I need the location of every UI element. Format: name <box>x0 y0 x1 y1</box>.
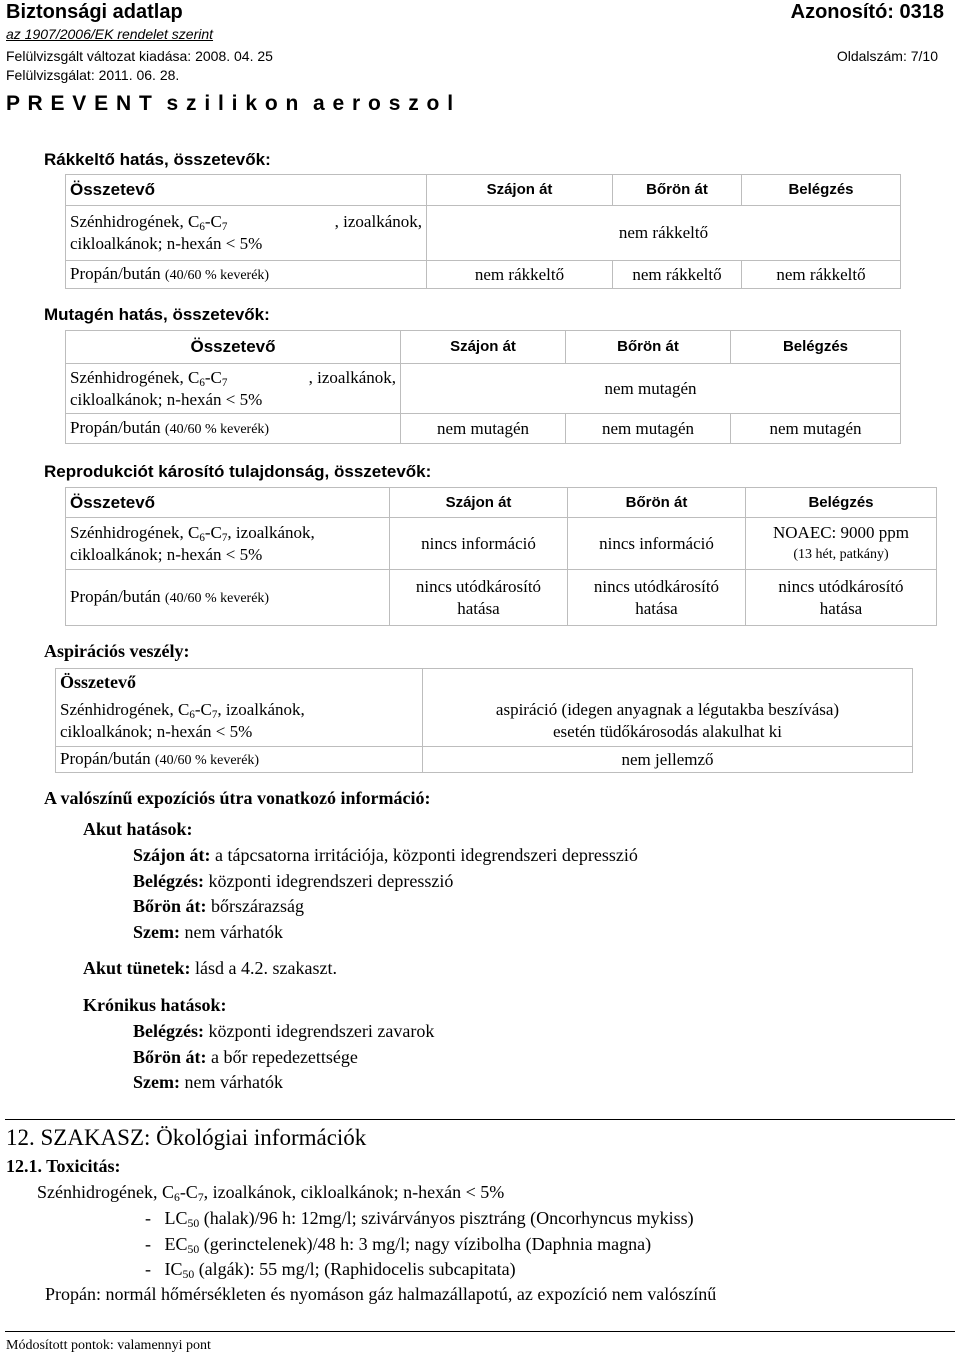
regulation-text: az 1907/2006/EK rendelet szerint <box>6 26 214 42</box>
aspiration-table <box>55 668 913 773</box>
col-header-component: Összetevő <box>66 331 401 364</box>
acute-oral: Szájon át: a tápcsatorna irritációja, központi idegrendszeri depresszió <box>133 845 638 865</box>
component-hydrocarbons: Szénhidrogének, $C_6-C_7$, izoalkánok, cikloalkánok; n-hexán < 5% <box>66 518 390 570</box>
col-header-oral: Szájon át <box>427 175 613 206</box>
carcinogenic-heading: Rákkeltő hatás, összetevők: <box>44 150 271 169</box>
component-propane: Propán/bután (40/60 % keverék) <box>66 414 401 444</box>
component-hydrocarbons: Szénhidrogének, $C_6-C_7$ , izoalkánok, cikloalkánok; n-hexán < 5% <box>66 206 427 261</box>
product-name: P R E V E N T s z i l i k o n a e r o s z o l <box>6 92 455 115</box>
col-header-component: Összetevő <box>66 488 390 518</box>
section-divider <box>5 1119 955 1120</box>
reproductive-table <box>65 487 937 626</box>
col-header-oral: Szájon át <box>401 331 566 364</box>
revision-date: Felülvizsgált változat kiadása: 2008. 04. 25 <box>6 48 273 64</box>
component-propane: Propán/bután (40/60 % keverék) <box>66 261 427 289</box>
mutagenic-table <box>65 330 901 444</box>
hydrocarbons-oral: nincs információ <box>390 518 568 570</box>
propane-aspiration: nem jellemző <box>423 747 913 773</box>
propane-dermal: nem rákkeltő <box>613 261 742 289</box>
hydrocarbons-inhalation: NOAEC: 9000 ppm (13 hét, patkány) <box>746 518 937 570</box>
component-propane: Propán/bután (40/60 % keverék) <box>66 570 390 626</box>
col-header-dermal: Bőrön át <box>566 331 731 364</box>
chronic-dermal: Bőrön át: a bőr repedezettsége <box>133 1047 358 1067</box>
identifier: Azonosító: 0318 <box>790 1 944 23</box>
propane-oral: nem rákkeltő <box>427 261 613 289</box>
component-hydrocarbons: Szénhidrogének, $C_6-C_7$ , izoalkánok, cikloalkánok; n-hexán < 5% <box>66 364 401 414</box>
document-title: Biztonsági adatlap <box>6 1 183 23</box>
toxicity-hydrocarbons: Szénhidrogének, $C_6-C_7$, izoalkánok, cikloalkánok; n-hexán < 5% <box>37 1182 505 1204</box>
acute-symptoms: Akut tünetek: lásd a 4.2. szakaszt. <box>83 958 337 978</box>
acute-dermal: Bőrön át: bőrszárazság <box>133 896 304 916</box>
chronic-inhalation: Belégzés: központi idegrendszeri zavarok <box>133 1021 435 1041</box>
exposure-heading: A valószínű expozíciós útra vonatkozó információ: <box>44 788 431 808</box>
footer-divider <box>5 1331 955 1332</box>
propane-dermal: nincs utódkárosító hatása <box>568 570 746 626</box>
propane-inhalation: nincs utódkárosító hatása <box>746 570 937 626</box>
col-header-dermal: Bőrön át <box>613 175 742 206</box>
mutagenic-heading: Mutagén hatás, összetevők: <box>44 305 270 324</box>
footer-note: Módosított pontok: valamennyi pont <box>6 1338 211 1353</box>
col-header-oral: Szájon át <box>390 488 568 518</box>
page-number: Oldalszám: 7/10 <box>836 48 938 64</box>
col-header-inhalation: Belégzés <box>746 488 937 518</box>
toxicity-item-invertebrates: - $EC_{50}$ (gerinctelenek)/48 h: 3 mg/l; nagy vízibolha (Daphnia magna) <box>145 1234 652 1256</box>
propane-inhalation: nem mutagén <box>731 414 901 444</box>
acute-eye: Szem: nem várhatók <box>133 922 283 942</box>
hydrocarbons-dermal: nincs információ <box>568 518 746 570</box>
reproductive-heading: Reprodukciót károsító tulajdonság, összetevők: <box>44 462 432 481</box>
chronic-eye: Szem: nem várhatók <box>133 1072 283 1092</box>
propane-oral: nincs utódkárosító hatása <box>390 570 568 626</box>
col-header-component: Összetevő <box>56 669 423 696</box>
toxicity-item-fish: - $LC_{50}$ (halak)/96 h: 12mg/l; szivárványos pisztráng (Oncorhyncus mykiss) <box>145 1208 694 1230</box>
hydrocarbons-aspiration: aspiráció (idegen anyagnak a légutakba beszívása) esetén tüdőkárosodás alakulhat ki <box>423 696 913 747</box>
hydrocarbons-value: nem rákkeltő <box>427 206 901 261</box>
toxicity-item-algae: - $IC_{50}$ (algák): 55 mg/l; (Raphidocelis subcapitata) <box>145 1259 516 1281</box>
carcinogenic-table <box>65 174 901 289</box>
acute-heading: Akut hatások: <box>83 819 193 839</box>
section-12-title: 12. SZAKASZ: Ökológiai információk <box>6 1125 367 1150</box>
hydrocarbons-value: nem mutagén <box>401 364 901 414</box>
review-date: Felülvizsgálat: 2011. 06. 28. <box>6 67 180 83</box>
section-12-1-heading: 12.1. Toxicitás: <box>6 1156 121 1176</box>
col-header-dermal: Bőrön át <box>568 488 746 518</box>
propane-oral: nem mutagén <box>401 414 566 444</box>
component-propane: Propán/bután (40/60 % keverék) <box>56 747 423 773</box>
toxicity-propane: Propán: normál hőmérsékleten és nyomáson gáz halmazállapotú, az expozíció nem valószínű <box>45 1284 717 1304</box>
propane-dermal: nem mutagén <box>566 414 731 444</box>
component-hydrocarbons: Szénhidrogének, $C_6-C_7$, izoalkánok, cikloalkánok; n-hexán < 5% <box>56 696 423 747</box>
acute-inhalation: Belégzés: központi idegrendszeri depresszió <box>133 871 454 891</box>
aspiration-heading: Aspirációs veszély: <box>44 641 190 661</box>
col-header-inhalation: Belégzés <box>731 331 901 364</box>
chronic-heading: Krónikus hatások: <box>83 995 227 1015</box>
propane-inhalation: nem rákkeltő <box>742 261 901 289</box>
col-header-component: Összetevő <box>66 175 427 206</box>
col-header-inhalation: Belégzés <box>742 175 901 206</box>
